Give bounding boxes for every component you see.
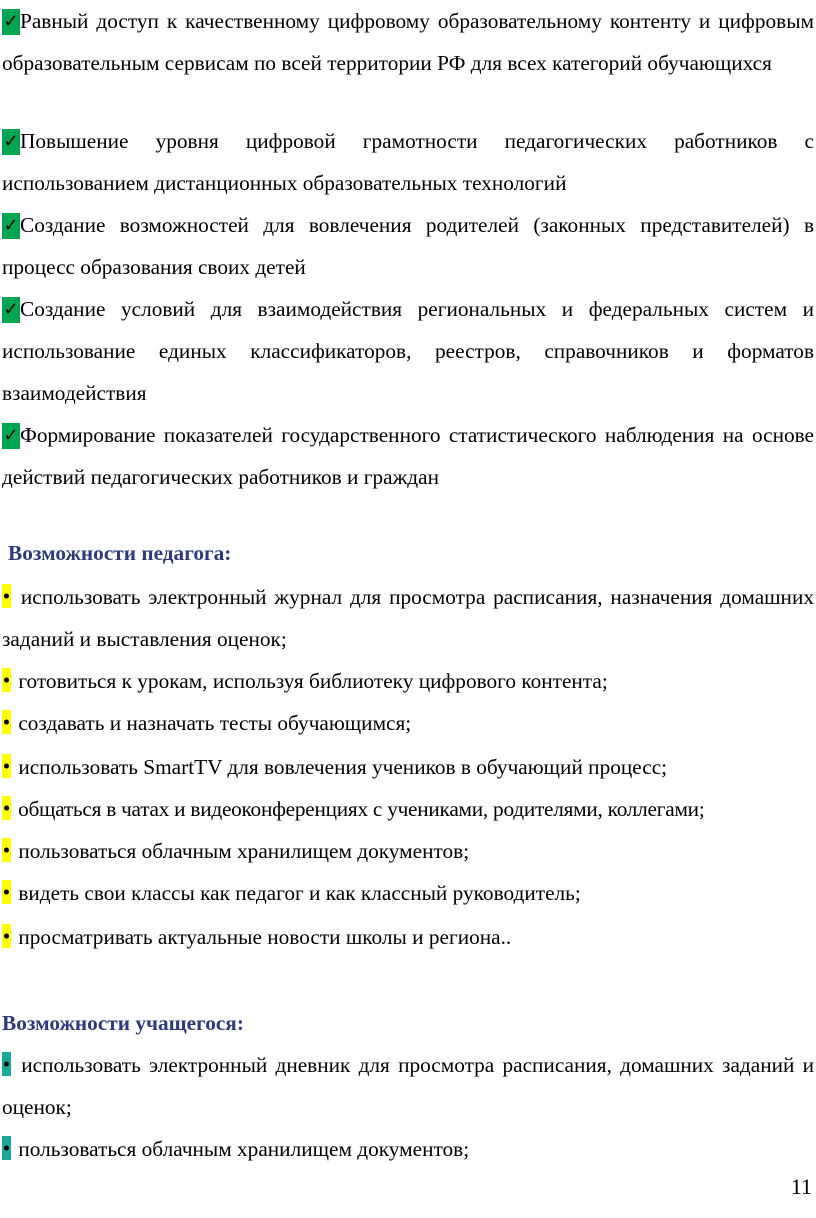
section-heading-student: Возможности учащегося: bbox=[2, 1011, 244, 1035]
bullet-icon: • bbox=[2, 796, 11, 820]
list-item bbox=[2, 872, 814, 914]
list-item bbox=[2, 916, 814, 958]
list-item bbox=[2, 1044, 814, 1128]
list-item bbox=[2, 746, 814, 788]
checklist-item bbox=[2, 120, 814, 204]
bullet-icon: • bbox=[2, 1136, 11, 1160]
page-number: 11 bbox=[790, 1174, 812, 1199]
check-icon: ✓ bbox=[2, 423, 20, 449]
checklist-item bbox=[2, 204, 814, 288]
list-item bbox=[2, 702, 814, 744]
checklist-item-text: Создание условий для взаимодействия региональных и федеральных систем и использование единых классификаторов, реестров, справочников и форматов взаимодействия bbox=[2, 297, 814, 405]
list-item-text: использовать электронный дневник для просмотра расписания, домашних заданий и оценок; bbox=[2, 1053, 814, 1119]
list-item-text: создавать и назначать тесты обучающимся; bbox=[13, 711, 412, 735]
list-item bbox=[2, 576, 814, 660]
checklist-item bbox=[2, 288, 814, 414]
list-item-text: пользоваться облачным хранилищем документов; bbox=[13, 1137, 470, 1161]
checklist-item-text: Повышение уровня цифровой грамотности педагогических работников с использованием дистанционных образовательных технологий bbox=[2, 129, 814, 195]
list-item-text: видеть свои классы как педагог и как классный руководитель; bbox=[13, 881, 581, 905]
bullet-icon: • bbox=[2, 924, 11, 948]
list-item-text: использовать электронный журнал для просмотра расписания, назначения домашних заданий и выставления оценок; bbox=[2, 585, 814, 651]
list-item-text: просматривать актуальные новости школы и региона.. bbox=[13, 925, 512, 949]
check-icon: ✓ bbox=[2, 9, 20, 35]
list-item bbox=[2, 830, 814, 872]
checklist-item-text: Формирование показателей государственного статистического наблюдения на основе действий педагогических работников и граждан bbox=[2, 423, 814, 489]
list-item-text: пользоваться облачным хранилищем документов; bbox=[13, 839, 470, 863]
bullet-icon: • bbox=[2, 584, 11, 608]
list-item bbox=[2, 660, 814, 702]
bullet-icon: • bbox=[2, 880, 11, 904]
list-item bbox=[2, 1128, 814, 1170]
bullet-icon: • bbox=[2, 668, 11, 692]
section-heading-teacher: Возможности педагога: bbox=[8, 541, 232, 565]
list-item-text: использовать SmartTV для вовлечения учеников в обучающий процесс; bbox=[13, 755, 668, 779]
bullet-icon: • bbox=[2, 710, 11, 734]
list-item-text: готовиться к урокам, используя библиотеку цифрового контента; bbox=[13, 669, 608, 693]
list-item-text: общаться в чатах и видеоконференциях с учениками, родителями, коллегами; bbox=[13, 797, 705, 821]
check-icon: ✓ bbox=[2, 297, 20, 323]
checklist-item-text: Создание возможностей для вовлечения родителей (законных представителей) в процесс образования своих детей bbox=[2, 213, 814, 279]
checklist-item bbox=[2, 0, 814, 84]
checklist-item bbox=[2, 414, 814, 498]
bullet-icon: • bbox=[2, 1052, 11, 1076]
checklist-item-text: Равный доступ к качественному цифровому образовательному контенту и цифровым образовательным сервисам по всей территории РФ для всех категорий обучающихся bbox=[2, 9, 814, 75]
check-icon: ✓ bbox=[2, 213, 20, 239]
bullet-icon: • bbox=[2, 838, 11, 862]
list-item bbox=[2, 788, 814, 830]
check-icon: ✓ bbox=[2, 129, 20, 155]
bullet-icon: • bbox=[2, 754, 11, 778]
